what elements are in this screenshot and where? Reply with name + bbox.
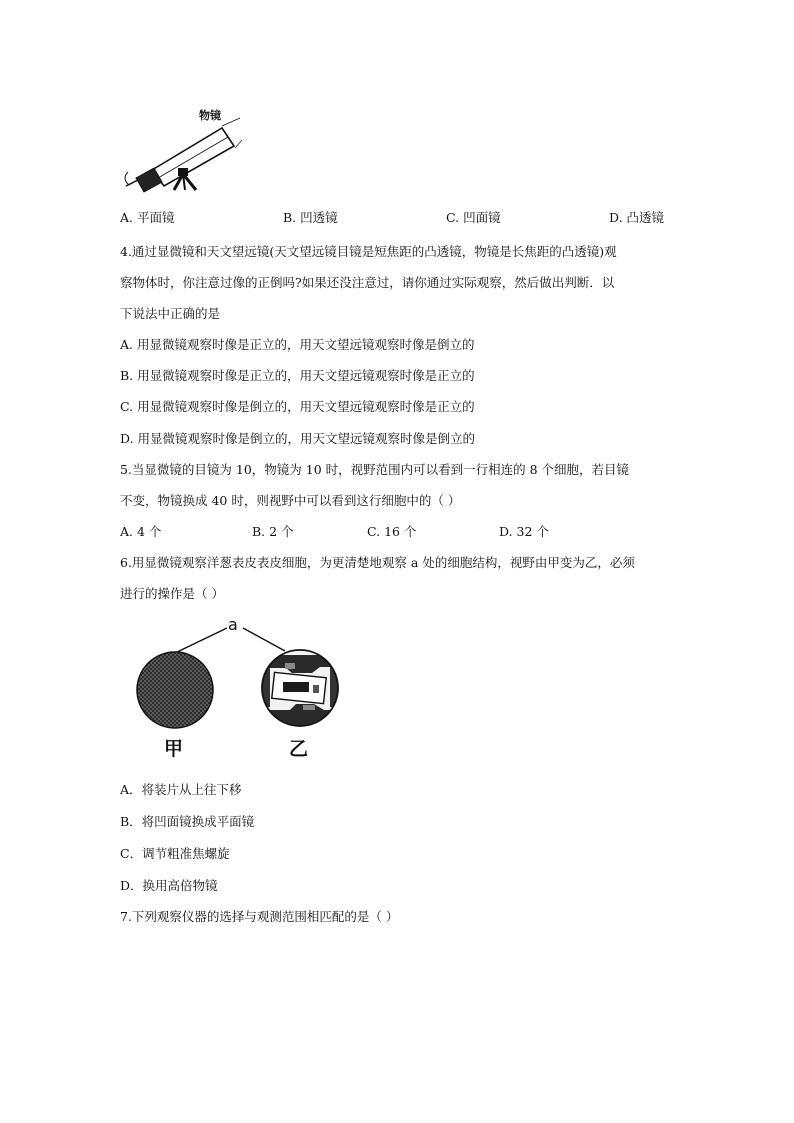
- q7-stem: 7.下列观察仪器的选择与观测范围相匹配的是（ ）: [120, 909, 399, 924]
- q6-option-c: C．调节粗准焦螺旋: [120, 846, 230, 861]
- q5-option-c: C. 16 个: [367, 524, 417, 539]
- telescope-drawing: [122, 110, 242, 200]
- pointer-label-a: a: [228, 615, 238, 634]
- q6-stem-line-2: 进行的操作是（ ）: [120, 586, 224, 601]
- q4-option-a: A. 用显微镜观察时像是正立的，用天文望远镜观察时像是倒立的: [120, 337, 475, 352]
- q4-stem-line-2: 察物体时，你注意过像的正倒吗?如果还没注意过，请你通过实际观察，然后做出判断．以: [120, 275, 615, 290]
- q4-option-d: D. 用显微镜观察时像是倒立的，用天文望远镜观察时像是倒立的: [120, 431, 476, 446]
- q4-option-b: B. 用显微镜观察时像是正立的，用天文望远镜观察时像是正立的: [120, 368, 475, 383]
- q6-option-d: D．换用高倍物镜: [120, 878, 218, 893]
- q4-option-c: C. 用显微镜观察时像是倒立的，用天文望远镜观察时像是正立的: [120, 399, 475, 414]
- q6-stem-line-1: 6.用显微镜观察洋葱表皮表皮细胞，为更清楚地观察 a 处的细胞结构，视野由甲变为乙，必须: [120, 555, 635, 570]
- q5-option-b: B. 2 个: [252, 524, 294, 539]
- view-label-jia: 甲: [164, 738, 184, 760]
- q4-stem-line-3: 下说法中正确的是: [120, 306, 221, 321]
- q3-option-a: A. 平面镜: [120, 210, 175, 225]
- q5-stem-line-1: 5.当显微镜的目镜为 10，物镜为 10 时，视野范围内可以看到一行相连的 8 个细胞，若目镜: [120, 462, 630, 477]
- view-label-yi: 乙: [289, 738, 309, 760]
- microscope-views-drawing: [125, 615, 365, 765]
- q3-option-d: D. 凸透镜: [609, 210, 665, 225]
- objective-lens-label: 物镜: [199, 109, 221, 122]
- q6-option-a: A．将装片从上往下移: [120, 782, 242, 797]
- q5-stem-line-2: 不变，物镜换成 40 时，则视野中可以看到这行细胞中的（ ）: [120, 493, 461, 508]
- q5-option-d: D. 32 个: [499, 524, 549, 539]
- q5-option-a: A. 4 个: [120, 524, 162, 539]
- q4-stem-line-1: 4.通过显微镜和天文望远镜(天文望远镜目镜是短焦距的凸透镜，物镜是长焦距的凸透镜)观: [120, 244, 617, 259]
- q6-option-b: B．将凹面镜换成平面镜: [120, 814, 255, 829]
- q3-option-b: B. 凹透镜: [283, 210, 338, 225]
- q3-option-c: C. 凹面镜: [446, 210, 501, 225]
